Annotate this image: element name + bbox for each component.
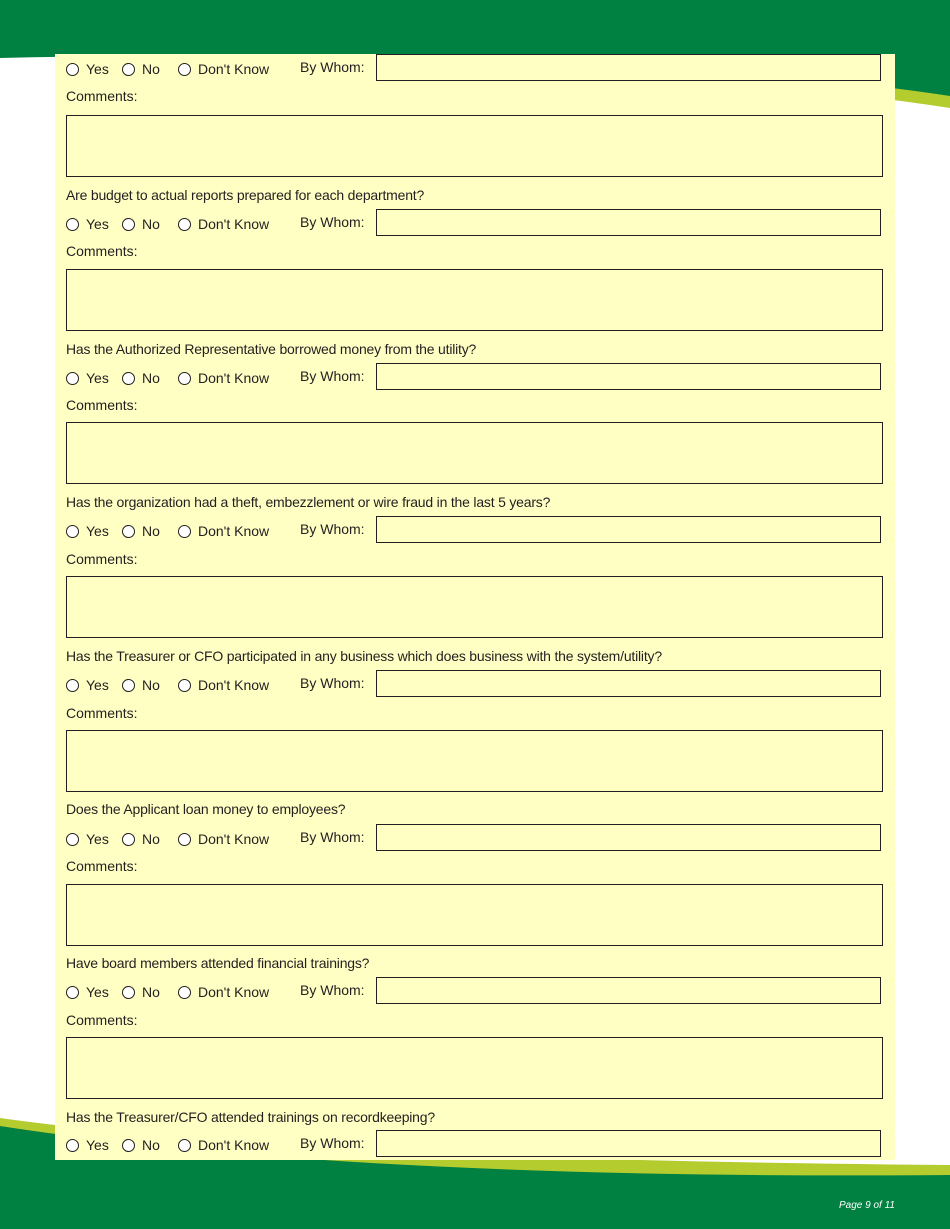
- radio-dont-know-label: Don't Know: [198, 984, 270, 1000]
- radio-yes[interactable]: [66, 215, 109, 233]
- by-whom-label: By Whom:: [300, 1135, 365, 1151]
- radio-circle[interactable]: [66, 986, 79, 999]
- radio-dont-know-label: Don't Know: [198, 216, 270, 232]
- radio-no[interactable]: [122, 215, 160, 233]
- radio-no[interactable]: [122, 830, 160, 848]
- page-number: Page 9 of 11: [839, 1200, 895, 1211]
- comments-textarea[interactable]: [66, 115, 883, 177]
- by-whom-label: By Whom:: [300, 214, 365, 230]
- radio-yes-label: Yes: [86, 831, 109, 847]
- radio-yes[interactable]: [66, 522, 109, 540]
- radio-circle[interactable]: [66, 1139, 79, 1152]
- by-whom-input[interactable]: [376, 824, 881, 851]
- radio-dont-know-label: Don't Know: [198, 370, 270, 386]
- radio-no-label: No: [142, 61, 160, 77]
- by-whom-input[interactable]: [376, 516, 881, 543]
- radio-dont-know-label: Don't Know: [198, 523, 270, 539]
- question-text: Has the Authorized Representative borrowed money from the utility?: [66, 341, 477, 357]
- radio-yes[interactable]: [66, 369, 109, 387]
- answer-row: [66, 1130, 884, 1158]
- radio-yes-label: Yes: [86, 370, 109, 386]
- comments-textarea[interactable]: [66, 884, 883, 946]
- radio-circle[interactable]: [66, 525, 79, 538]
- by-whom-input[interactable]: [376, 1130, 881, 1157]
- radio-dont-know-label: Don't Know: [198, 677, 270, 693]
- radio-yes[interactable]: [66, 830, 109, 848]
- radio-dont-know[interactable]: [178, 830, 269, 848]
- question-text: Has the Treasurer or CFO participated in any business which does business with the system/utility?: [66, 648, 662, 664]
- radio-dont-know[interactable]: [178, 983, 269, 1001]
- radio-yes[interactable]: [66, 1136, 109, 1154]
- by-whom-label: By Whom:: [300, 521, 365, 537]
- by-whom-input[interactable]: [376, 363, 881, 390]
- radio-no-label: No: [142, 1137, 160, 1153]
- radio-dont-know[interactable]: [178, 676, 269, 694]
- radio-dont-know[interactable]: [178, 1136, 269, 1154]
- radio-dont-know[interactable]: [178, 60, 269, 78]
- radio-no-label: No: [142, 831, 160, 847]
- answer-row: [66, 977, 884, 1005]
- radio-no-label: No: [142, 216, 160, 232]
- radio-circle[interactable]: [66, 63, 79, 76]
- radio-yes-label: Yes: [86, 523, 109, 539]
- radio-yes[interactable]: [66, 983, 109, 1001]
- radio-dont-know-label: Don't Know: [198, 61, 270, 77]
- radio-circle[interactable]: [66, 372, 79, 385]
- radio-no-label: No: [142, 984, 160, 1000]
- by-whom-input[interactable]: [376, 209, 881, 236]
- radio-yes-label: Yes: [86, 216, 109, 232]
- question-text: Are budget to actual reports prepared for each department?: [66, 187, 425, 203]
- question-text: Does the Applicant loan money to employees?: [66, 801, 346, 817]
- comments-label: Comments:: [66, 243, 138, 259]
- radio-circle[interactable]: [178, 372, 191, 385]
- by-whom-input[interactable]: [376, 670, 881, 697]
- radio-circle[interactable]: [122, 679, 135, 692]
- radio-circle[interactable]: [178, 986, 191, 999]
- question-text: Have board members attended financial trainings?: [66, 955, 370, 971]
- radio-circle[interactable]: [178, 833, 191, 846]
- radio-circle[interactable]: [66, 833, 79, 846]
- radio-circle[interactable]: [178, 218, 191, 231]
- answer-row: [66, 516, 884, 544]
- comments-label: Comments:: [66, 88, 138, 104]
- radio-no-label: No: [142, 523, 160, 539]
- radio-circle[interactable]: [122, 1139, 135, 1152]
- radio-no[interactable]: [122, 369, 160, 387]
- radio-circle[interactable]: [178, 1139, 191, 1152]
- by-whom-input[interactable]: [376, 54, 881, 81]
- radio-dont-know[interactable]: [178, 215, 269, 233]
- radio-no[interactable]: [122, 676, 160, 694]
- by-whom-label: By Whom:: [300, 368, 365, 384]
- question-text: Has the Treasurer/CFO attended trainings on recordkeeping?: [66, 1109, 435, 1125]
- comments-label: Comments:: [66, 397, 138, 413]
- by-whom-label: By Whom:: [300, 982, 365, 998]
- by-whom-input[interactable]: [376, 977, 881, 1004]
- question-text: Has the organization had a theft, embezzlement or wire fraud in the last 5 years?: [66, 494, 551, 510]
- radio-no[interactable]: [122, 522, 160, 540]
- radio-yes[interactable]: [66, 60, 109, 78]
- radio-yes-label: Yes: [86, 1137, 109, 1153]
- comments-textarea[interactable]: [66, 269, 883, 331]
- radio-yes-label: Yes: [86, 984, 109, 1000]
- answer-row: [66, 670, 884, 698]
- radio-no[interactable]: [122, 60, 160, 78]
- answer-row: [66, 209, 884, 237]
- radio-circle[interactable]: [66, 679, 79, 692]
- radio-circle[interactable]: [178, 679, 191, 692]
- comments-label: Comments:: [66, 1012, 138, 1028]
- radio-circle[interactable]: [66, 218, 79, 231]
- comments-label: Comments:: [66, 858, 138, 874]
- comments-textarea[interactable]: [66, 730, 883, 792]
- answer-row: [66, 363, 884, 391]
- radio-circle[interactable]: [178, 525, 191, 538]
- answer-row: [66, 824, 884, 852]
- radio-yes-label: Yes: [86, 677, 109, 693]
- radio-no[interactable]: [122, 983, 160, 1001]
- by-whom-label: By Whom:: [300, 59, 365, 75]
- radio-dont-know[interactable]: [178, 522, 269, 540]
- comments-label: Comments:: [66, 551, 138, 567]
- radio-no-label: No: [142, 370, 160, 386]
- by-whom-label: By Whom:: [300, 829, 365, 845]
- comments-textarea[interactable]: [66, 422, 883, 484]
- form-panel: [55, 54, 895, 1160]
- radio-circle[interactable]: [122, 986, 135, 999]
- radio-circle[interactable]: [122, 525, 135, 538]
- radio-no-label: No: [142, 677, 160, 693]
- radio-dont-know-label: Don't Know: [198, 1137, 270, 1153]
- radio-yes-label: Yes: [86, 61, 109, 77]
- comments-textarea[interactable]: [66, 1037, 883, 1099]
- radio-circle[interactable]: [178, 63, 191, 76]
- radio-dont-know-label: Don't Know: [198, 831, 270, 847]
- by-whom-label: By Whom:: [300, 675, 365, 691]
- radio-circle[interactable]: [122, 218, 135, 231]
- radio-circle[interactable]: [122, 63, 135, 76]
- radio-no[interactable]: [122, 1136, 160, 1154]
- comments-label: Comments:: [66, 705, 138, 721]
- radio-circle[interactable]: [122, 372, 135, 385]
- comments-textarea[interactable]: [66, 576, 883, 638]
- radio-dont-know[interactable]: [178, 369, 269, 387]
- radio-yes[interactable]: [66, 676, 109, 694]
- radio-circle[interactable]: [122, 833, 135, 846]
- answer-row: [66, 54, 884, 82]
